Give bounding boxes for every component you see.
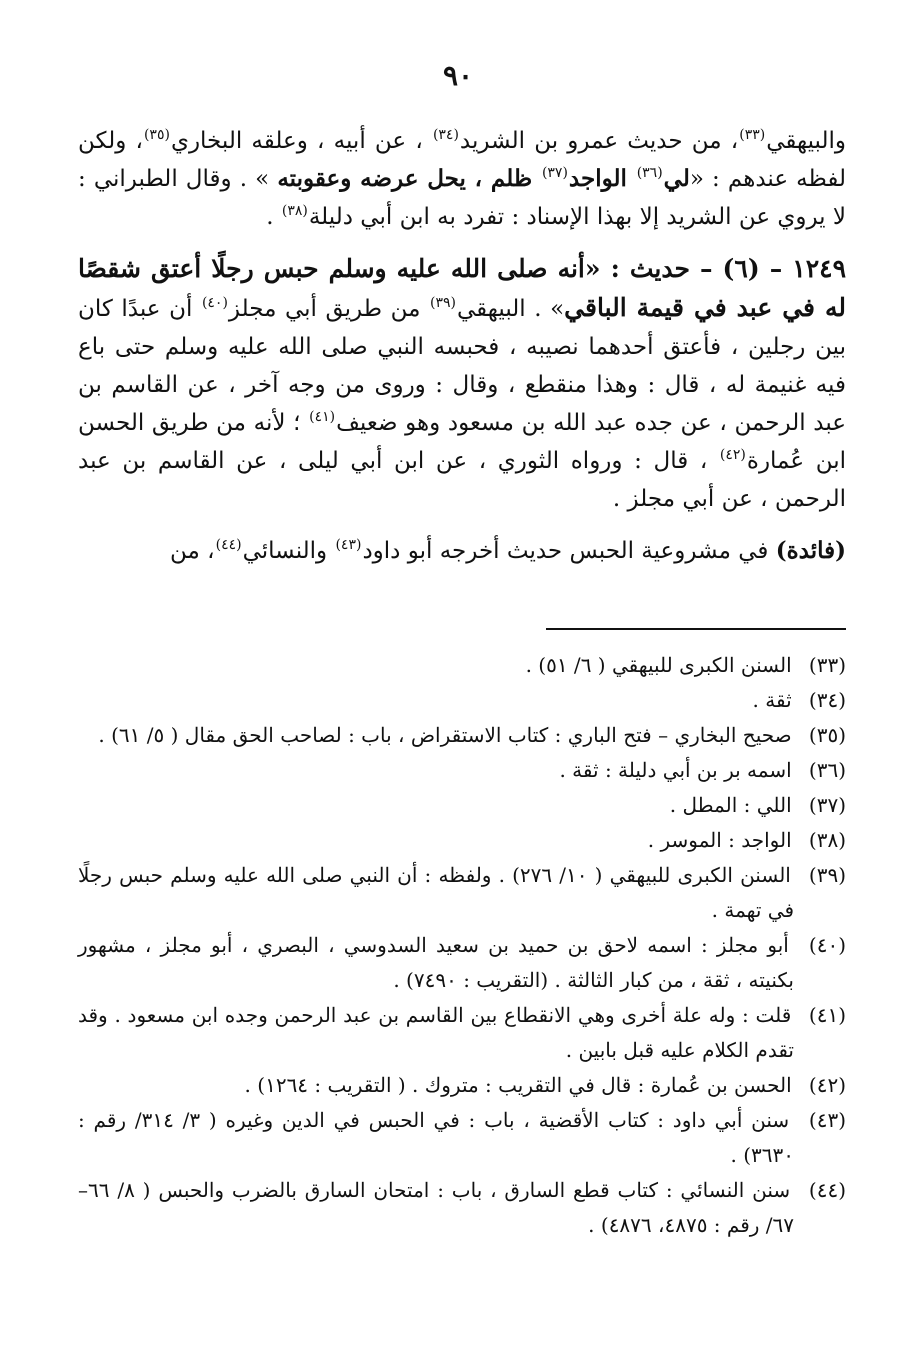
footnote-number: (٣٧) (808, 793, 846, 817)
footnote-text: صحيح البخاري – فتح الباري : كتاب الاستقراض ، باب : لصاحب الحق مقال ( ٥/ ٦١) . (98, 723, 792, 747)
hadith-number: ١٢٤٩ – (٦) – حديث : « (584, 254, 846, 283)
footnote-34 (78, 683, 846, 718)
footnote-38 (78, 823, 846, 858)
footnote-number: (٤٢) (808, 1073, 846, 1097)
main-text (78, 122, 846, 570)
footnote-number: (٣٣) (808, 653, 846, 677)
footnote-number: (٤١) (808, 1003, 846, 1027)
footnote-ref-43: (٤٣) (335, 537, 362, 554)
footnote-number: (٣٨) (808, 828, 846, 852)
text-run: » . وقال الطبراني : لا يروي عن الشريد إلا بهذا الإسناد : تفرد به ابن أبي دليلة (78, 166, 846, 230)
page-number: ٩٠ (442, 59, 474, 92)
footnote-42 (78, 1068, 846, 1103)
footnote-33 (78, 648, 846, 683)
footnote-39 (78, 858, 846, 928)
text-run: ، من حديث عمرو بن الشريد (459, 128, 739, 154)
footnote-text: سنن أبي داود : كتاب الأقضية ، باب : في الحبس في الدين وغيره ( ٣/ ٣١٤/ رقم : ٣٦٣٠) . (78, 1108, 794, 1167)
footnote-ref-37: (٣٧) (541, 165, 568, 182)
footnote-separator (546, 628, 846, 630)
footnotes-list (78, 648, 846, 1243)
footnote-ref-38: (٣٨) (281, 203, 308, 220)
footnote-ref-34: (٣٤) (432, 127, 459, 144)
footnote-number: (٤٣) (808, 1108, 846, 1132)
footnote-ref-42: (٤٢) (719, 447, 746, 464)
text-run: في مشروعية الحبس حديث أخرجه أبو داود (362, 538, 776, 564)
footnote-text: الواجد : الموسر . (647, 828, 792, 852)
paragraph-bayhaqi-sharid (78, 122, 846, 236)
text-run: ، ولكن لفظه عندهم : « (78, 128, 846, 192)
bold-text: ظلم ، يحل عرضه وعقوبته (277, 165, 541, 192)
footnote-number: (٤٤) (808, 1178, 846, 1202)
paragraph-faida (78, 532, 846, 570)
footnote-number: (٣٥) (808, 723, 846, 747)
footnote-ref-35: (٣٥) (143, 127, 170, 144)
footnote-number: (٣٤) (808, 688, 846, 712)
footnote-36 (78, 753, 846, 788)
footnote-ref-41: (٤١) (309, 409, 336, 426)
text-run: أن عبدًا كان بين رجلين ، فأعتق أحدهما نصيبه ، فحبسه النبي صلى الله عليه وسلم حتى باع فيه غنيمة له ، قال : وهذا منقطع ، وقال : وروى من وجه آخر ، عن القاسم بن عبد الرحمن ، عن جده عبد الله بن مسعود وهو ضعيف (78, 296, 846, 436)
footnote-text: اللي : المطل . (669, 793, 792, 817)
text-run: ، قال : ورواه الثوري ، عن ابن أبي ليلى ، عن القاسم بن عبد الرحمن ، عن أبي مجلز . (78, 448, 846, 512)
faida-label: (فائدة) (775, 537, 846, 564)
text-run: والنسائي (242, 538, 335, 564)
hadith-text: أنه صلى الله عليه وسلم حبس رجلًا أعتق شقصًا له في عبد في قيمة الباقي (78, 254, 846, 322)
footnote-43 (78, 1103, 846, 1173)
text-run: ، من (170, 538, 215, 564)
footnote-ref-36: (٣٦) (636, 165, 663, 182)
footnote-ref-39: (٣٩) (430, 295, 456, 312)
text-run: . (266, 204, 281, 230)
footnote-44 (78, 1173, 846, 1243)
text-run: والبيهقي (766, 128, 846, 154)
footnote-37 (78, 788, 846, 823)
footnote-text: السنن الكبرى للبيهقي ( ١٠/ ٢٧٦) . ولفظه : أن النبي صلى الله عليه وسلم حبس رجلًا في تهمة . (78, 863, 794, 922)
footnote-number: (٤٠) (808, 933, 846, 957)
footnote-ref-44: (٤٤) (215, 537, 242, 554)
bold-text: الواجد (568, 165, 636, 192)
footnote-text: ثقة . (752, 688, 792, 712)
footnote-ref-40: (٤٠) (201, 295, 228, 312)
footnote-text: الحسن بن عُمارة : قال في التقريب : متروك . ( التقريب : ١٢٦٤) . (244, 1073, 792, 1097)
text-run: ، عن أبيه ، وعلقه البخاري (170, 128, 432, 154)
footnote-number: (٣٩) (808, 863, 846, 887)
footnote-text: اسمه بر بن أبي دليلة : ثقة . (559, 758, 792, 782)
footnote-number: (٣٦) (808, 758, 846, 782)
footnote-41 (78, 998, 846, 1068)
text-run: من طريق أبي مجلز (228, 296, 429, 322)
paragraph-hadith-1249 (78, 250, 846, 518)
footnote-text: سنن النسائي : كتاب قطع السارق ، باب : امتحان السارق بالضرب والحبس ( ٨/ ٦٦– ٦٧/ رقم : ٤٨٧٥، ٤٨٧٦) . (78, 1178, 794, 1237)
text-run: ؛ لأنه من طريق الحسن ابن عُمارة (78, 410, 846, 474)
footnote-40 (78, 928, 846, 998)
bold-text: لي (663, 165, 690, 192)
footnote-text: أبو مجلز : اسمه لاحق بن حميد بن سعيد السدوسي ، البصري ، أبو مجلز ، مشهور بكنيته ، ثقة ، من كبار الثالثة . (التقريب : ٧٤٩٠) . (78, 933, 794, 992)
text-run: » . البيهقي (456, 296, 565, 322)
footnote-35 (78, 718, 846, 753)
footnote-ref-33: (٣٣) (739, 127, 766, 144)
footnote-text: السنن الكبرى للبيهقي ( ٦/ ٥١) . (525, 653, 792, 677)
footnote-text: قلت : وله علة أخرى وهي الانقطاع بين القاسم بن عبد الرحمن وجده ابن مسعود . وقد تقدم الكلام عليه قبل بابين . (78, 1003, 794, 1062)
